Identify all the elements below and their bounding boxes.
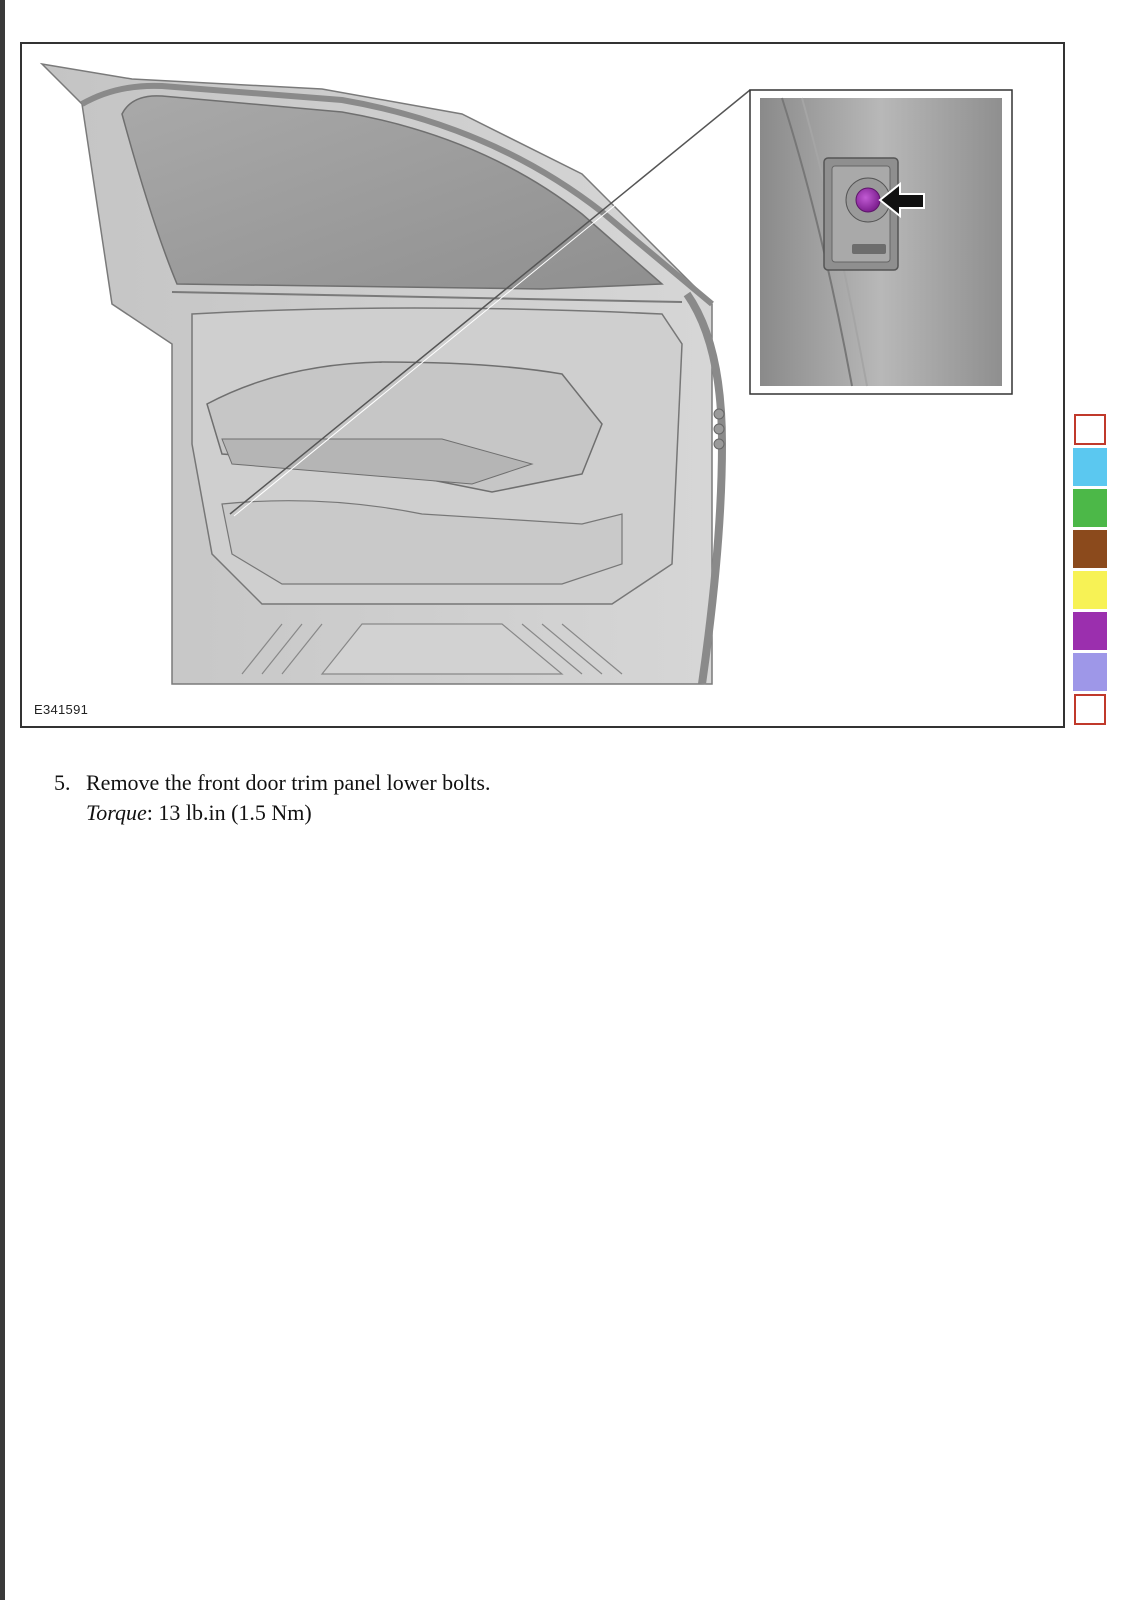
step-number: 5. [54,770,71,795]
torque-spec-line [54,798,490,828]
figure-id-label: E341591 [34,702,89,717]
legend-swatch [1073,530,1107,568]
figure-illustration-frame [20,42,1065,728]
legend-swatch [1073,653,1107,691]
step-instruction: Remove the front door trim panel lower bolts. [86,770,491,795]
left-page-border [0,0,5,1600]
color-legend [1073,414,1107,728]
legend-swatch [1074,414,1106,445]
legend-swatch [1074,694,1106,725]
procedure-step [54,768,490,828]
bolt-highlight [856,188,880,212]
torque-value: 13 lb.in (1.5 Nm) [158,800,312,825]
torque-separator: : [146,800,153,825]
legend-swatch [1073,448,1107,486]
step-instruction-line [54,768,490,798]
legend-swatch [1073,612,1107,650]
legend-swatch [1073,571,1107,609]
door-illustration [22,44,1065,728]
legend-swatch [1073,489,1107,527]
torque-label: Torque [86,800,147,825]
